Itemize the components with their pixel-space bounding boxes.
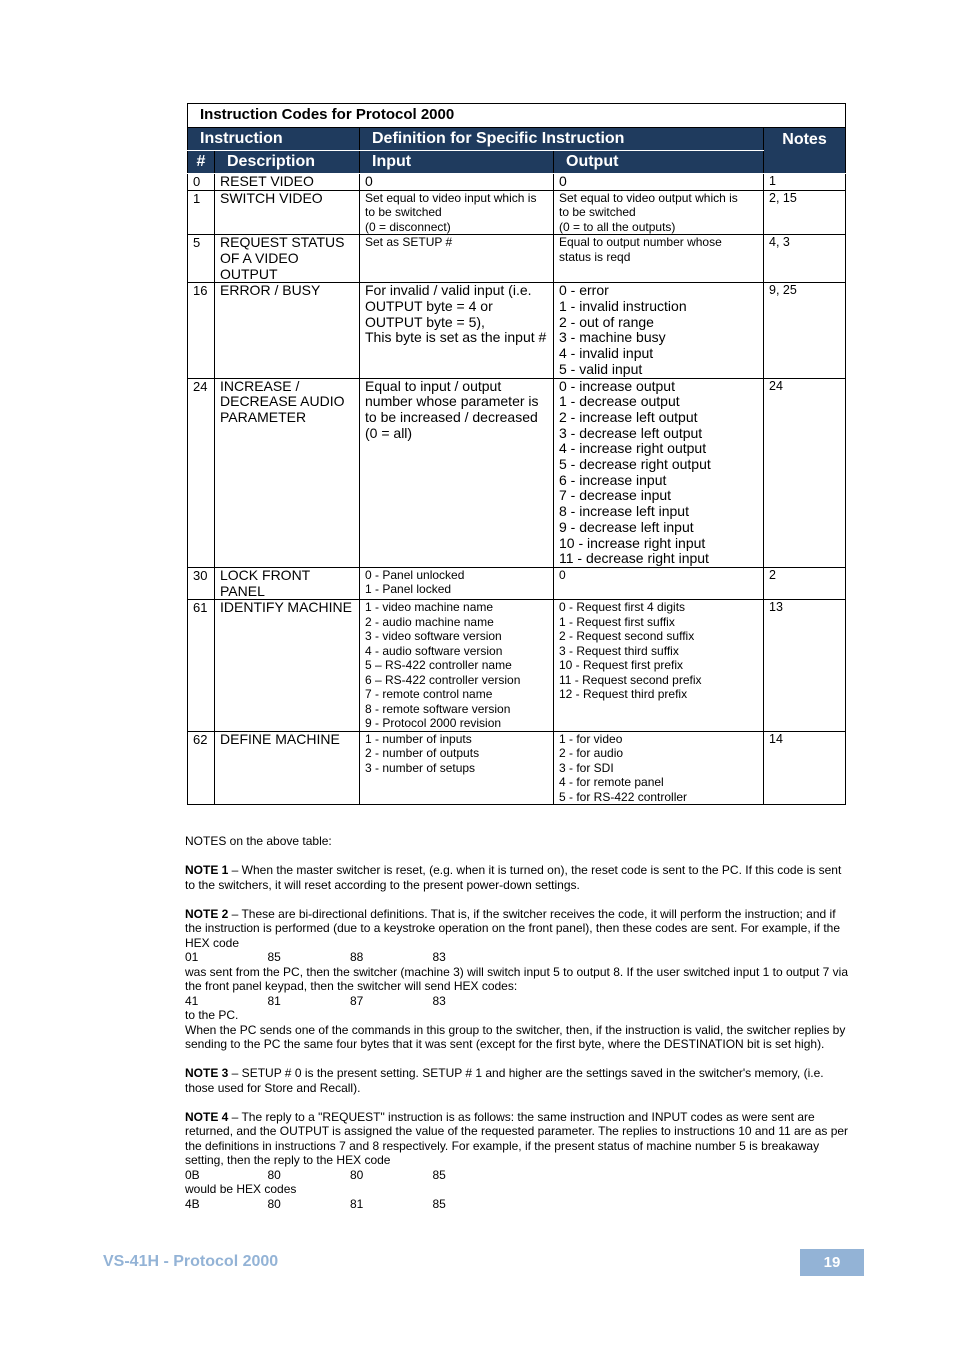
row-input: Set equal to video input which is to be switched (0 = disconnect): [360, 190, 554, 235]
row-input: 1 - number of inputs 2 - number of outputs 3 - number of setups: [360, 731, 554, 805]
table-row: [188, 600, 846, 732]
table-row: [188, 235, 846, 283]
note-2-mid: was sent from the PC, then the switcher (machine 3) will switch input 5 to output 8. If the user switched input 1 to output 7 via the front panel keypad, then the switcher will send HEX codes:: [185, 964, 848, 993]
row-description: LOCK FRONT PANEL: [215, 567, 360, 599]
table-row: [188, 378, 846, 567]
row-notes: 13: [764, 600, 846, 732]
table-row: [188, 190, 846, 235]
row-notes: 2: [764, 567, 846, 599]
header-definition: Definition for Specific Instruction: [360, 128, 764, 151]
footer-title: VS-41H - Protocol 2000: [103, 1253, 279, 1270]
note-4-hex-1: 0B 80 80 85: [185, 1167, 446, 1182]
row-input: Equal to input / output number whose parameter is to be increased / decreased (0 = all): [360, 378, 554, 567]
row-output: Set equal to video output which is to be switched (0 = to all the outputs): [554, 190, 764, 235]
row-notes: 24: [764, 378, 846, 567]
row-number: 1: [188, 190, 215, 235]
row-notes: 14: [764, 731, 846, 805]
note-4: [185, 1110, 850, 1212]
row-input: For invalid / valid input (i.e. OUTPUT byte = 4 or OUTPUT byte = 5), This byte is set as the input #: [360, 283, 554, 378]
note-1-text: – When the master switcher is reset, (e.g. when it is turned on), the reset code is sent to the PC. If this code is sent to the switchers, it will reset according to the present power-down settings.: [185, 863, 842, 892]
row-description: REQUEST STATUS OF A VIDEO OUTPUT: [215, 235, 360, 283]
row-description: SWITCH VIDEO: [215, 190, 360, 235]
header-notes: Notes: [764, 128, 846, 174]
note-2-hex-1: 01 85 88 83: [185, 950, 446, 964]
note-2-para: When the PC sends one of the commands in this group to the switcher, then, if the instruction is valid, the switcher replies by sending to the PC the same four bytes that it was sent (except for the first byte, where the DESTINATION bit is set high).: [185, 1022, 846, 1051]
note-2-label: NOTE 2: [185, 906, 229, 921]
row-output: 1 - for video 2 - for audio 3 - for SDI 4 - for remote panel 5 - for RS-422 controller: [554, 731, 764, 805]
note-2: [185, 907, 850, 1052]
row-output: Equal to output number whose status is reqd: [554, 235, 764, 283]
note-3-text: – SETUP # 0 is the present setting. SETUP # 1 and higher are the settings saved in the switcher's memory, (i.e. those used for Store and Recall).: [185, 1066, 824, 1095]
note-3-label: NOTE 3: [185, 1066, 229, 1080]
row-number: 30: [188, 567, 215, 599]
row-notes: 1: [764, 174, 846, 191]
row-output: 0 - Request first 4 digits 1 - Request first suffix 2 - Request second suffix 3 - Request third suffix 10 - Request first prefix 11 - Request second prefix 12 - Request third prefix: [554, 600, 764, 732]
table-row: [188, 731, 846, 805]
row-number: 5: [188, 235, 215, 283]
note-4-label: NOTE 4: [185, 1109, 229, 1124]
table-row: [188, 567, 846, 599]
page-number: 19: [800, 1249, 864, 1276]
header-instruction: Instruction: [188, 128, 360, 151]
row-output: 0 - increase output 1 - decrease output 2 - increase left output 3 - decrease left output 4 - increase right output 5 - decrease right output 6 - increase input 7 - decrease input 8 - increase left input 9 - decrease left input 10 - increase right input 11 - decrease right input: [554, 378, 764, 567]
row-number: 0: [188, 174, 215, 191]
row-output: 0 - error 1 - invalid instruction 2 - out of range 3 - machine busy 4 - invalid input 5 - valid input: [554, 283, 764, 378]
note-1-label: NOTE 1: [185, 863, 229, 877]
note-2-end: to the PC.: [185, 1008, 239, 1022]
row-number: 62: [188, 731, 215, 805]
row-output: 0: [554, 567, 764, 599]
note-1: [185, 863, 850, 892]
row-notes: 2, 15: [764, 190, 846, 235]
row-number: 61: [188, 600, 215, 732]
header-input: Input: [360, 151, 554, 174]
notes-intro: NOTES on the above table:: [185, 834, 332, 848]
row-description: IDENTIFY MACHINE: [215, 600, 360, 732]
row-number: 24: [188, 378, 215, 567]
row-description: RESET VIDEO: [215, 174, 360, 191]
header-num: #: [188, 151, 215, 174]
note-4-hex-2: 4B 80 81 85: [185, 1196, 446, 1211]
row-output: 0: [554, 174, 764, 191]
note-4-text: – The reply to a "REQUEST" instruction is as follows: the same instruction and INPUT codes as were sent are returned, and the OUTPUT is assigned the value of the requested parameter. The replies to instructions 10 and 11 are as per the definitions in instructions 7 and 8 respectively. For example, if the present status of machine number 5 is breakaway setting, then the reply to the HEX code: [185, 1109, 849, 1167]
row-input: 0: [360, 174, 554, 191]
note-2-hex-2: 41 81 87 83: [185, 993, 446, 1008]
row-notes: 9, 25: [764, 283, 846, 378]
table-row: [188, 283, 846, 378]
row-input: 1 - video machine name 2 - audio machine name 3 - video software version 4 - audio software version 5 – RS-422 controller name 6 – RS-422 controller version 7 - remote control name 8 - remote software version 9 - Protocol 2000 revision: [360, 600, 554, 732]
note-3: [185, 1066, 850, 1095]
row-notes: 4, 3: [764, 235, 846, 283]
row-description: ERROR / BUSY: [215, 283, 360, 378]
note-2-text: – These are bi-directional definitions. That is, if the switcher receives the code, it will perform the instruction; and if the instruction is performed (due to a keystroke operation on the front panel), then these codes are sent. For example, if the HEX code: [185, 906, 841, 950]
header-output: Output: [554, 151, 764, 174]
row-number: 16: [188, 283, 215, 378]
notes-section: [185, 834, 850, 1211]
row-input: Set as SETUP #: [360, 235, 554, 283]
row-description: INCREASE / DECREASE AUDIO PARAMETER: [215, 378, 360, 567]
row-description: DEFINE MACHINE: [215, 731, 360, 805]
row-input: 0 - Panel unlocked 1 - Panel locked: [360, 567, 554, 599]
table-row: [188, 174, 846, 191]
note-4-mid: would be HEX codes: [185, 1182, 297, 1196]
header-description: Description: [215, 151, 360, 174]
instruction-codes-table: [187, 103, 846, 805]
table-title: Instruction Codes for Protocol 2000: [188, 104, 846, 128]
